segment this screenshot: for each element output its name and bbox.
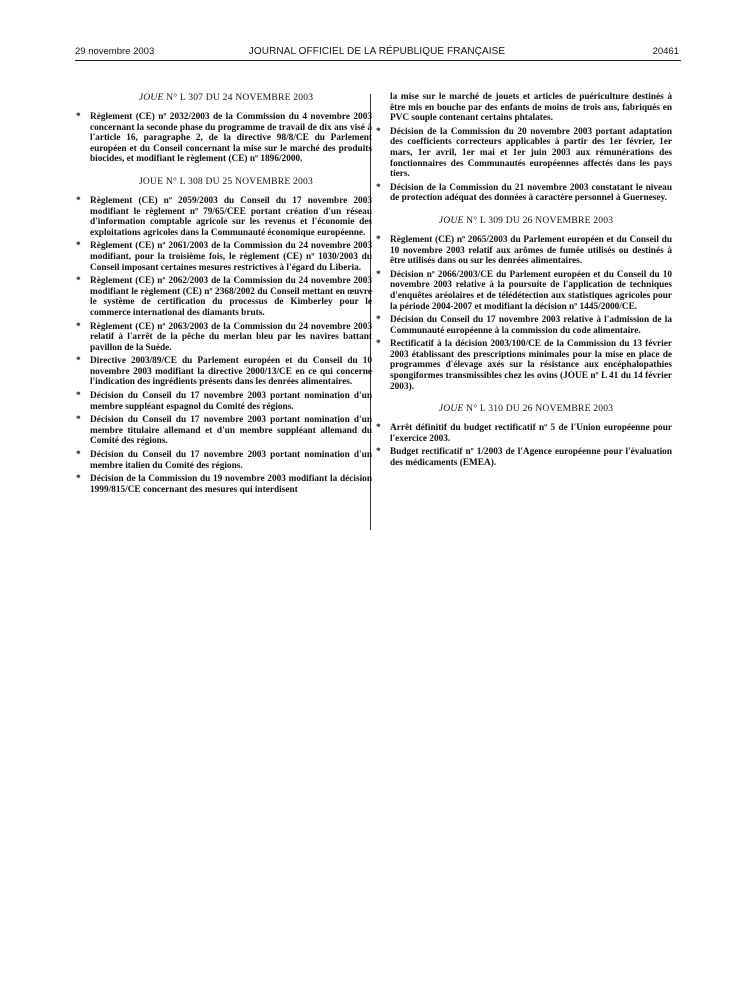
list-item	[76, 276, 372, 318]
list-item	[76, 474, 372, 495]
bullet-star: *	[76, 321, 81, 332]
bullet-star: *	[376, 234, 381, 245]
entry-text: Décision de la Commission du 21 novembre 2003 constatant le niveau de protection adéquat des données à caractère personnel à Guernesey.	[390, 182, 672, 204]
bullet-star: *	[76, 241, 81, 252]
entry-text: Directive 2003/89/CE du Parlement européen et du Conseil du 10 novembre 2003 modifiant la directive 2000/13/CE en ce qui concerne l'indication des ingrédients présents dans les denrées alimentaires.	[90, 356, 372, 388]
entry-text: Décision du Conseil du 17 novembre 2003 portant nomination d'un membre suppléant espagnol du Comité des régions.	[90, 391, 372, 412]
joue-label: JOUE	[438, 214, 464, 226]
list-item	[376, 126, 672, 180]
list-item	[76, 195, 372, 238]
joue-label: JOUE	[138, 92, 164, 103]
entry-text: Règlement (CE) nº 2062/2003 de la Commission du 24 novembre 2003 modifiant le règlement (CE) nº 2368/2002 du Conseil mettant en œuvre le système de certification du processus de Kimberley pour le commerce international des diamants bruts.	[90, 276, 372, 318]
bullet-star: *	[376, 423, 381, 434]
bullet-star: *	[376, 126, 381, 137]
list-item	[76, 391, 372, 412]
list-item	[376, 339, 672, 392]
list-item	[376, 423, 672, 444]
entry-text: Décision de la Commission du 20 novembre 2003 portant adaptation des coefficients correcteurs applicables à partir des 1er février, 1er mars, 1er avril, 1er mai et 1er juin 2003 aux rémunérations des fonctionnaires des Communautés européennes affectés dans les pays tiers.	[390, 126, 672, 180]
entry-text: Décision du Conseil du 17 novembre 2003 portant nomination d'un membre italien du Comité des régions.	[90, 450, 372, 471]
left-column	[76, 92, 372, 498]
bullet-star: *	[376, 315, 381, 326]
entry-text: Règlement (CE) nº 2032/2003 de la Commission du 4 novembre 2003 concernant la seconde phase du programme de travail de dix ans visé à l'article 16, paragraphe 2, de la directive 98/8/CE du Parlement européen et du Conseil concernant la mise sur le marché des produits biocides, et modifiant le règlement (CE) nº 1896/2000.	[90, 112, 372, 165]
list-item	[76, 321, 372, 354]
entry-text: Décision de la Commission du 19 novembre 2003 modifiant la décision 1999/815/CE concernant des mesures qui interdisent	[90, 474, 372, 495]
entry-text: Décision du Conseil du 17 novembre 2003 relative à l'admission de la Communauté européenne à la commission du code alimentaire.	[390, 315, 672, 336]
bullet-star: *	[76, 450, 81, 461]
joue-label: JOUE	[438, 403, 464, 415]
issue-heading-l308	[80, 176, 372, 187]
right-column	[376, 92, 672, 472]
bullet-star: *	[376, 269, 381, 280]
list-item	[76, 356, 372, 388]
issue-number: N° L 309 DU 26 NOVEMBRE 2003	[466, 214, 614, 226]
entry-text: Règlement (CE) nº 2061/2003 de la Commission du 24 novembre 2003 modifiant, pour la troisième fois, le règlement (CE) nº 1030/2003 du Conseil imposant certaines mesures restrictives à l'égard du Liberia.	[90, 241, 372, 273]
joue-label: JOUE	[139, 175, 164, 187]
bullet-star: *	[376, 339, 381, 350]
journal-title: JOURNAL OFFICIEL DE LA RÉPUBLIQUE FRANÇAISE	[248, 46, 506, 57]
issue-number: N° L 308 DU 25 NOVEMBRE 2003	[165, 175, 313, 187]
entry-text: la mise sur le marché de jouets et articles de puériculture destinés à être mis en bouche par des enfants de moins de trois ans, fabriqués en PVC souple contenant certains phtalates.	[390, 92, 672, 124]
list-item-continuation	[380, 92, 672, 124]
bullet-star: *	[76, 195, 81, 206]
list-item	[376, 315, 672, 336]
list-item	[376, 182, 672, 204]
entry-text: Règlement (CE) nº 2059/2003 du Conseil du 17 novembre 2003 modifiant le règlement nº 79/65/CEE portant création d'un réseau d'information comptable agricole sur les revenus et l'économie des exploitations agricoles dans la Communauté économique européenne.	[90, 195, 372, 238]
bullet-star: *	[376, 182, 381, 193]
list-item	[376, 269, 672, 312]
entry-text: Rectificatif à la décision 2003/100/CE de la Commission du 13 février 2003 établissant des prescriptions minimales pour la mise en place de programmes d'élevage axés sur la résistance aux encéphalopathies spongiformes transmissibles chez les ovins (JOUE nº L 41 du 14 février 2003).	[390, 339, 672, 392]
header-rule	[75, 60, 681, 61]
issue-heading-l310	[380, 403, 672, 414]
bullet-star: *	[76, 474, 81, 485]
entry-text: Décision du Conseil du 17 novembre 2003 portant nomination d'un membre titulaire allemand et d'un membre suppléant allemand du Comité des régions.	[90, 415, 372, 447]
entry-text: Décision nº 2066/2003/CE du Parlement européen et du Conseil du 10 novembre 2003 relative à la poursuite de l'application de techniques d'enquêtes aréolaires et de télédétection aux statistiques agricoles pour la période 2004-2007 et modifiant la décision nº 1445/2000/CE.	[390, 269, 672, 312]
issue-heading-l309	[380, 215, 672, 226]
header-date: 29 novembre 2003	[75, 46, 155, 57]
bullet-star: *	[76, 276, 81, 287]
list-item	[76, 112, 372, 165]
bullet-star: *	[76, 415, 81, 426]
bullet-star: *	[376, 447, 381, 458]
list-item	[76, 450, 372, 471]
issue-number: N° L 307 DU 24 NOVEMBRE 2003	[166, 92, 314, 103]
entry-text: Règlement (CE) nº 2063/2003 de la Commission du 24 novembre 2003 relatif à l'arrêt de la pêche du merlan bleu par les navires battant pavillon de la Suède.	[90, 321, 372, 353]
issue-heading-l307	[80, 92, 372, 103]
issue-number: N° L 310 DU 26 NOVEMBRE 2003	[466, 403, 614, 415]
entry-text: Budget rectificatif nº 1/2003 de l'Agence européenne pour l'évaluation des médicaments (EMEA).	[390, 447, 672, 469]
entry-text: Règlement (CE) nº 2065/2003 du Parlement européen et du Conseil du 10 novembre 2003 relatif aux arômes de fumée utilisés ou destinés à être utilisés dans ou sur les denrées alimentaires.	[390, 234, 672, 267]
bullet-star: *	[76, 391, 81, 402]
page-number: 20461	[652, 46, 679, 57]
bullet-star: *	[76, 356, 81, 367]
bullet-star: *	[76, 112, 81, 122]
list-item	[376, 234, 672, 267]
list-item	[76, 241, 372, 273]
list-item	[376, 447, 672, 469]
list-item	[76, 415, 372, 447]
entry-text: Arrêt définitif du budget rectificatif nº 5 de l'Union européenne pour l'exercice 2003.	[390, 423, 672, 444]
